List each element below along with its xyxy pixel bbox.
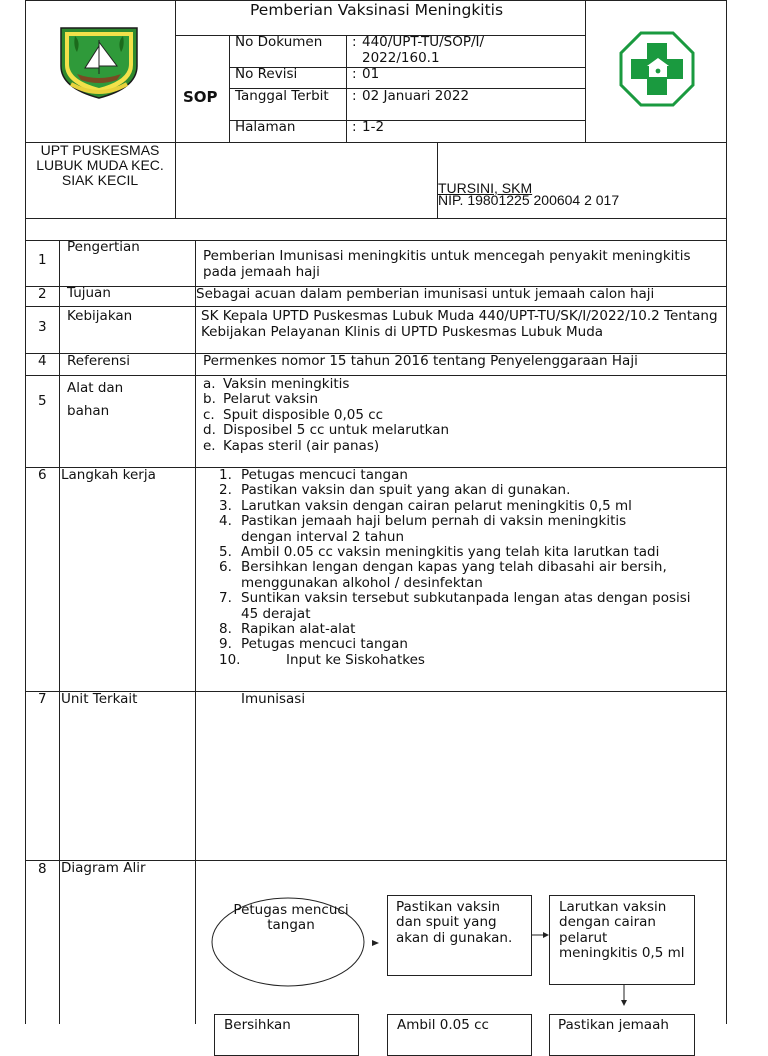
arrow-right-icon xyxy=(372,940,379,946)
field-value-revision: 01 xyxy=(362,66,380,82)
row-label-kebijakan: Kebijakan xyxy=(67,308,133,324)
langkah-kerja-list xyxy=(219,468,721,668)
row-label-alat-bahan: Alat dan bahan xyxy=(67,380,124,419)
list-item: a. Vaksin meningkitis xyxy=(203,376,350,392)
flow-box: Pastikan jemaah xyxy=(549,1014,695,1056)
row-number: 1 xyxy=(38,252,47,268)
row-text-unit-terkait: Imunisasi xyxy=(241,691,306,707)
row-text-tujuan: Sebagai acuan dalam pemberian imunisasi untuk jemaah calon haji xyxy=(196,286,655,302)
row-text-pengertian: Pemberian Imunisasi meningkitis untuk mencegah penyakit meningkitis pada jemaah haji xyxy=(203,248,691,280)
document-title: Pemberian Vaksinasi Meningkitis xyxy=(250,1,504,19)
row-label-langkah-kerja: Langkah kerja xyxy=(61,467,156,483)
list-item: 8. Rapikan alat-alat xyxy=(219,621,356,638)
list-item: d. Disposibel 5 cc untuk melarutkan xyxy=(203,422,450,439)
field-value-page: 1-2 xyxy=(362,119,385,135)
regency-emblem-icon xyxy=(57,26,141,100)
list-item: 1. Petugas mencuci tangan xyxy=(219,467,408,483)
row-number: 6 xyxy=(38,467,47,483)
field-label-doc-no: No Dokumen xyxy=(235,34,323,50)
sop-label: SOP xyxy=(183,88,218,106)
list-item: 2. Pastikan vaksin dan spuit yang akan di gunakan. xyxy=(219,482,571,499)
row-number: 5 xyxy=(38,393,47,409)
row-number: 3 xyxy=(38,319,47,335)
field-value-issue-date: 02 Januari 2022 xyxy=(362,88,470,104)
org-name: UPT PUSKESMAS LUBUK MUDA KEC. SIAK KECIL xyxy=(36,142,164,188)
list-item: c. Spuit disposible 0,05 cc xyxy=(203,406,384,423)
row-label-diagram-alir: Diagram Alir xyxy=(61,860,146,876)
signer-name: TURSINI, SKM xyxy=(438,180,533,196)
row-label-referensi: Referensi xyxy=(67,353,131,369)
row-label-unit-terkait: Unit Terkait xyxy=(61,691,138,707)
field-colon: : xyxy=(352,34,357,50)
field-colon: : xyxy=(352,88,357,104)
list-item: 6. Bersihkan lengan dengan kapas yang telah dibasahi air bersih, menggunakan alkohol / desinfektan xyxy=(219,559,667,591)
row-number: 4 xyxy=(38,353,47,369)
field-colon: : xyxy=(352,119,357,135)
row-label-pengertian: Pengertian xyxy=(67,239,140,255)
row-number: 2 xyxy=(38,286,47,302)
field-value-doc-no: 440/UPT-TU/SOP/I/ 2022/160.1 xyxy=(362,34,485,66)
field-colon: : xyxy=(352,66,357,82)
row-number: 7 xyxy=(38,691,47,707)
field-label-page: Halaman xyxy=(235,119,296,135)
row-label-tujuan: Tujuan xyxy=(67,285,111,301)
flow-box: Bersihkan xyxy=(214,1014,359,1056)
field-label-issue-date: Tanggal Terbit xyxy=(235,88,329,104)
list-item: 4. Pastikan jemaah haji belum pernah di vaksin meningkitis dengan interval 2 tahun xyxy=(219,513,627,545)
row-text-kebijakan: SK Kepala UPTD Puskesmas Lubuk Muda 440/UPT-TU/SK/I/2022/10.2 Tentang Kebijakan Pelayanan Klinis di UPTD Puskesmas Lubuk Muda xyxy=(201,308,718,340)
alat-bahan-list xyxy=(203,377,449,454)
flow-box: Pastikan vaksin dan spuit yang akan di gunakan. xyxy=(387,895,532,976)
list-item: b. Pelarut vaksin xyxy=(203,391,319,408)
signer-nip: NIP. 19801225 200604 2 017 xyxy=(438,192,620,208)
flow-start-node: Petugas mencuci tangan xyxy=(233,902,349,934)
flow-box: Larutkan vaksin dengan cairan pelarut meningkitis 0,5 ml xyxy=(549,895,695,985)
puskesmas-logo-icon xyxy=(619,31,695,107)
list-item: 10. Input ke Siskohatkes xyxy=(219,651,425,668)
arrow-down-icon xyxy=(621,1000,627,1006)
list-item: 9. Petugas mencuci tangan xyxy=(219,636,408,653)
row-number: 8 xyxy=(38,861,47,877)
list-item: 7. Suntikan vaksin tersebut subkutanpada lengan atas dengan posisi 45 derajat xyxy=(219,590,691,622)
row-text-referensi: Permenkes nomor 15 tahun 2016 tentang Penyelenggaraan Haji xyxy=(203,353,638,369)
field-label-revision: No Revisi xyxy=(235,66,298,82)
flow-box: Ambil 0.05 cc xyxy=(387,1014,532,1056)
list-item: 3. Larutkan vaksin dengan cairan pelarut meningkitis 0,5 ml xyxy=(219,497,632,514)
list-item: e. Kapas steril (air panas) xyxy=(203,437,380,454)
list-item: 5. Ambil 0.05 cc vaksin meningkitis yang telah kita larutkan tadi xyxy=(219,544,660,561)
